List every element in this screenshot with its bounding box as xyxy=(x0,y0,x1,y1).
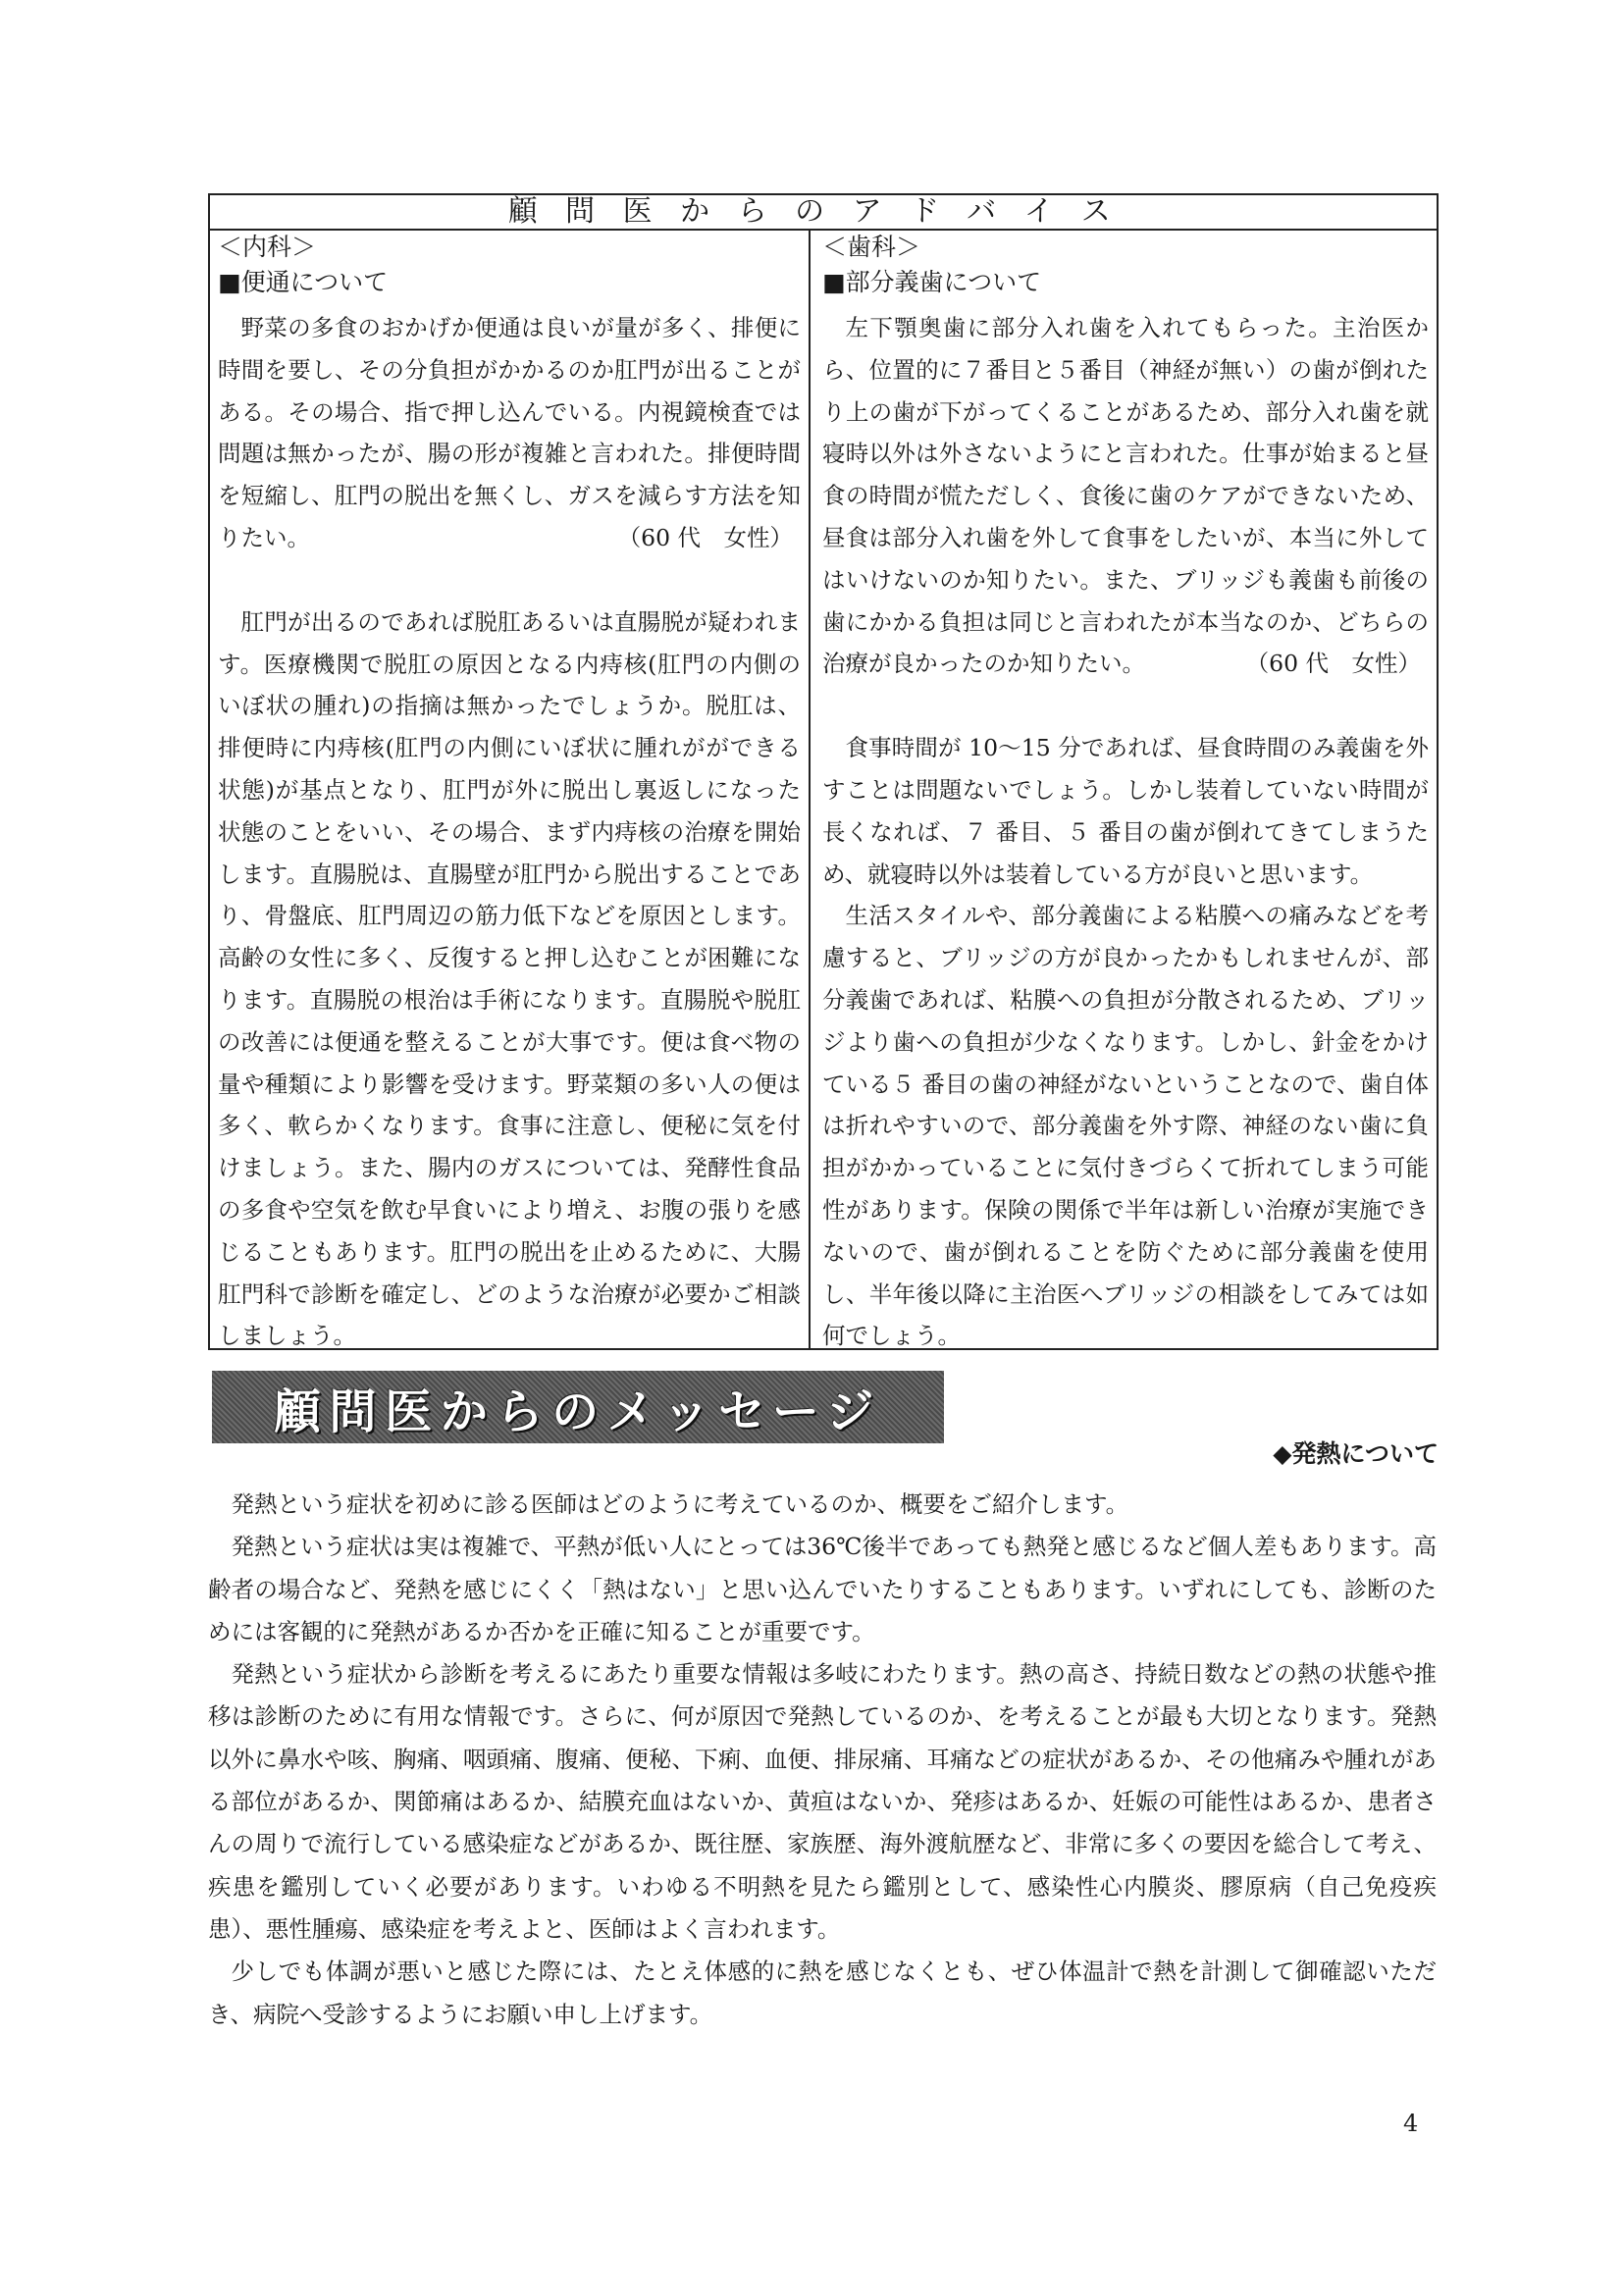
spacer xyxy=(822,685,1429,727)
dental-column xyxy=(811,231,1437,1348)
internal-medicine-column xyxy=(210,231,811,1348)
message-topic: ◆発熱について xyxy=(1273,1439,1439,1468)
question-body: 左下顎奥歯に部分入れ歯を入れてもらった。主治医から、位置的に７番目と５番目（神経が無い）の歯が倒れたり上の歯が下がってくることがあるため、部分入れ歯を就寝時以外は外さないようにと言われた。仕事が始まると昼食の時間が慌ただしく、食後に歯のケアができないため、昼食は部分入れ歯を外して食事をしたいが、本当に外してはいけないのか知りたい。また、ブリッジも義歯も前後の歯にかかる負担は同じと言われたが本当なのか、どちらの治療が良かったのか知りたい。 xyxy=(822,314,1429,678)
asker-signature: （60 代 女性） xyxy=(617,523,793,551)
answer-text: 肛門が出るのであれば脱肛あるいは直腸脱が疑われます。医療機関で脱肛の原因となる内痔核(肛門の内側のいぼ状の腫れ)の指摘は無かったでしょうか。脱肛は、排便時に内痔核(肛門の内側にいぼ状に腫れがができる状態)が基点となり、肛門が外に脱出し裏返しになった状態のことをいい、その場合、まず内痔核の治療を開始します。直腸脱は、直腸壁が肛門から脱出することであり、骨盤底、肛門周辺の筋力低下などを原因とします。高齢の女性に多く、反復すると押し込むことが困難になります。直腸脱の根治は手術になります。直腸脱や脱肛の改善には便通を整えることが大事です。便は食べ物の量や種類により影響を受けます。野菜類の多い人の便は多く、軟らかくなります。食事に注意し、便秘に気を付けましょう。また、腸内のガスについては、発酵性食品の多食や空気を飲む早食いにより増え、お腹の張りを感じることもあります。肛門の脱出を止めるために、大腸肛門科で診断を確定し、どのような治療が必要かご相談しましょう。 xyxy=(218,607,801,1350)
banner-title: 顧問医からのメッセージ xyxy=(273,1383,883,1439)
message-paragraph: 発熱という症状から診断を考えるにあたり重要な情報は多岐にわたります。熱の高さ、持続日数などの熱の状態や推移は診断のために有用な情報です。さらに、何が原因で発熱しているのか、を考えることが最も大切となります。発熱以外に鼻水や咳、胸痛、咽頭痛、腹痛、便秘、下痢、血便、排尿痛、耳痛などの症状があるか、その他痛みや腫れがある部位があるか、関節痛はあるか、結膜充血はないか、黄疸はないか、発疹はあるか、妊娠の可能性はあるか、患者さんの周りで流行している感染症などがあるか、既往歴、家族歴、海外渡航歴など、非常に多くの要因を総合して考え、疾患を鑑別していく必要があります。いわゆる不明熱を見たら鑑別として、感染性心内膜炎、膠原病（自己免疫疾患）、悪性腫瘍、感染症を考えよと、医師はよく言われます。 xyxy=(208,1660,1437,1943)
page-number: 4 xyxy=(1403,2110,1419,2137)
answer-text: 生活スタイルや、部分義歯による粘膜への痛みなどを考慮すると、ブリッジの方が良かったかもしれませんが、部分義歯であれば、粘膜への負担が分散されるため、ブリッジより歯への負担が少なくなります。しかし、針金をかけている５ 番目の歯の神経がないということなので、歯自体は折れやすいので、部分義歯を外す際、神経のない歯に負担がかかっていることに気付きづらくて折れてしまう可能性があります。保険の関係で半年は新しい治療が実施できないので、歯が倒れることを防ぐために部分義歯を使用し、半年後以降に主治医へブリッジの相談をしてみては如何でしょう。 xyxy=(822,902,1429,1350)
message-paragraph: 少しでも体調が悪いと感じた際には、たとえ体感的に熱を感じなくとも、ぜひ体温計で熱を計測して御確認いただき、病院へ受診するようにお願い申し上げます。 xyxy=(208,1957,1437,2028)
topic-heading: ■便通について xyxy=(218,268,389,296)
topic-heading: ■部分義歯について xyxy=(822,268,1042,296)
answer-text: 食事時間が 10～15 分であれば、昼食時間のみ義歯を外すことは問題ないでしょう。しかし装着していない時間が長くなれば、７ 番目、５ 番目の歯が倒れてきてしまうため、就寝時以外は装着している方が良いと思います。 xyxy=(822,734,1429,888)
department-label: ＜内科＞ xyxy=(218,233,317,261)
advice-box xyxy=(208,193,1439,1350)
message-paragraph: 発熱という症状は実は複雑で、平熱が低い人にとっては36℃後半であっても熱発と感じるなど個人差もあります。高齢者の場合など、発熱を感じにくく「熱はない」と思い込んでいたりすることもあります。いずれにしても、診断のためには客観的に発熱があるか否かを正確に知ることが重要です。 xyxy=(208,1533,1437,1645)
asker-signature: （60 代 女性） xyxy=(1245,650,1421,678)
message-banner xyxy=(212,1371,944,1443)
spacer xyxy=(218,559,801,601)
advice-header: 顧問医からのアドバイス xyxy=(210,195,1437,231)
question-text xyxy=(218,307,801,559)
advice-columns xyxy=(210,231,1437,1348)
department-label: ＜歯科＞ xyxy=(822,233,921,261)
question-body: 野菜の多食のおかげか便通は良いが量が多く、排便に時間を要し、その分負担がかかるのか肛門が出ることがある。その場合、指で押し込んでいる。内視鏡検査では問題は無かったが、腸の形が複雑と言われた。排便時間を短縮し、肛門の脱出を無くし、ガスを減らす方法を知りたい。 xyxy=(218,314,801,551)
message-body xyxy=(208,1484,1437,2036)
question-text xyxy=(822,307,1429,685)
message-paragraph: 発熱という症状を初めに診る医師はどのように考えているのか、概要をご紹介します。 xyxy=(231,1490,1129,1518)
